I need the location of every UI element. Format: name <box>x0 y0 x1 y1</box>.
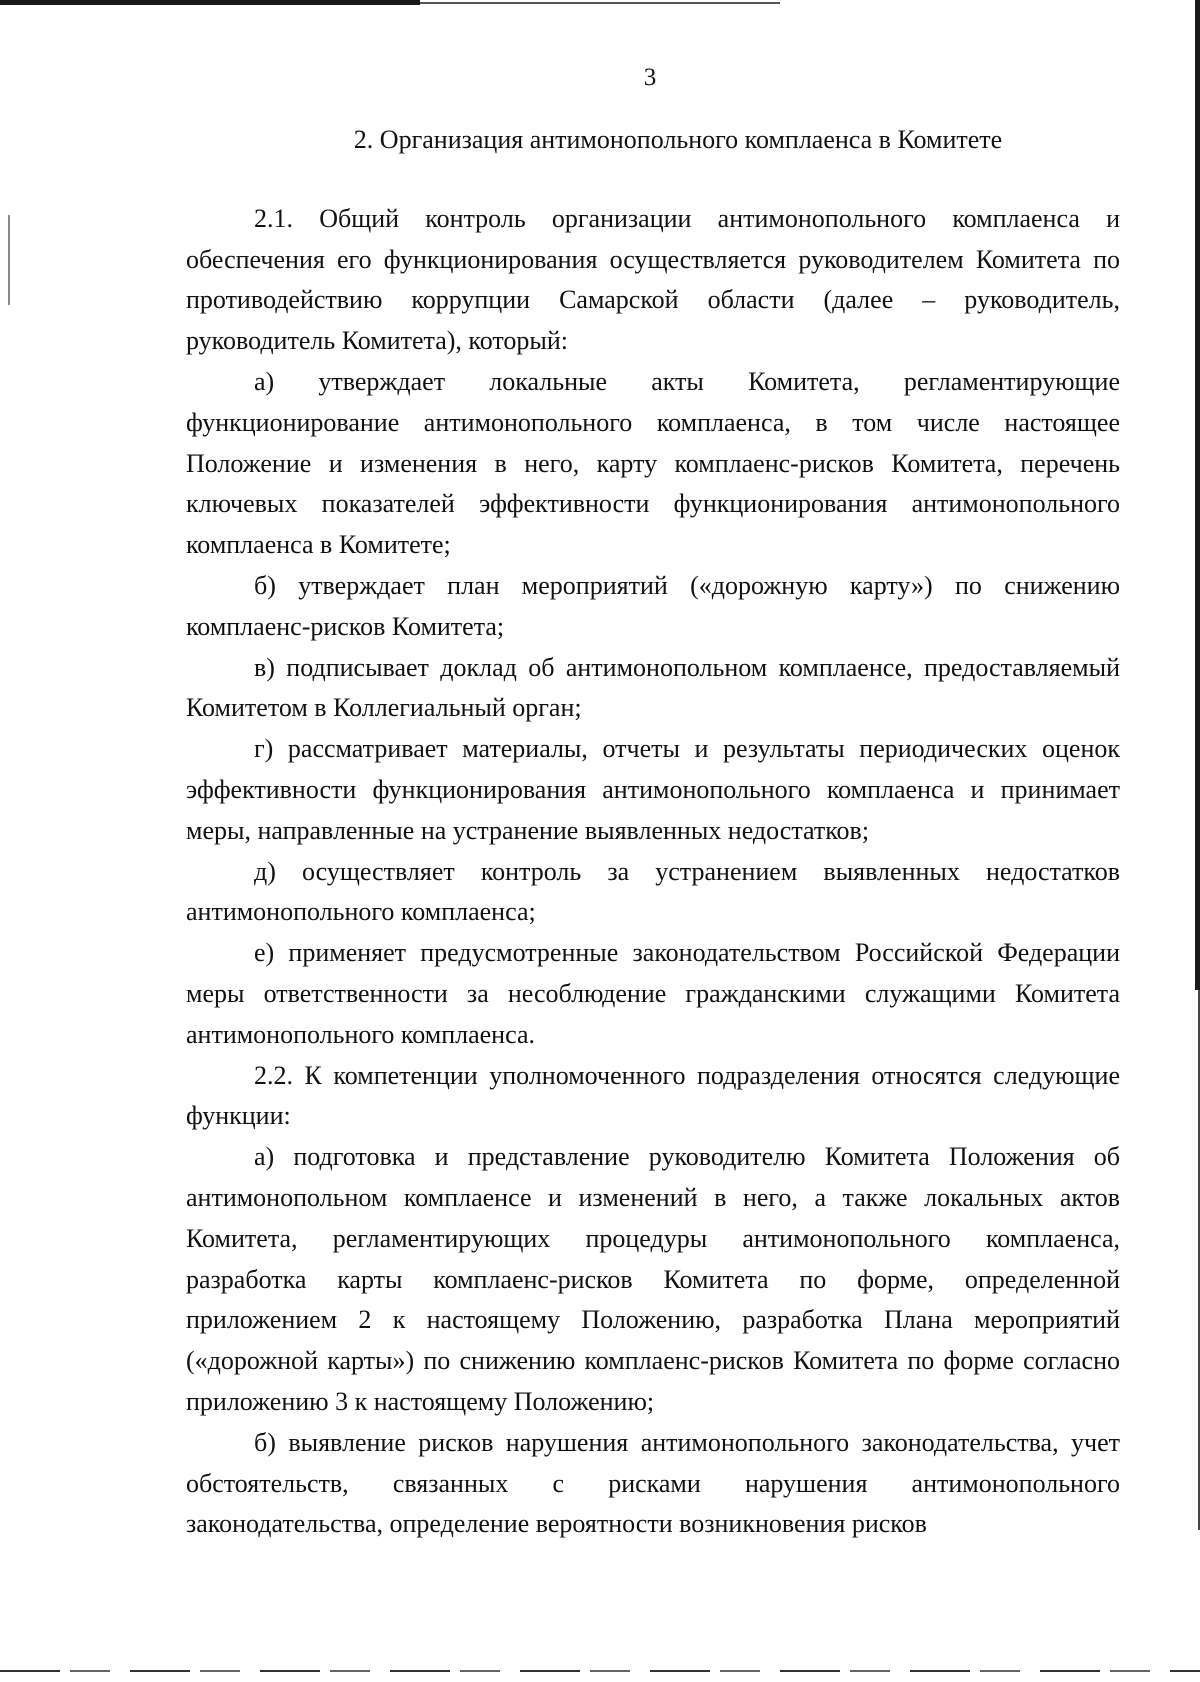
paragraph-2-1-v: в) подписывает доклад об антимонопольном комплаенсе, предоставляемый Комитетом в Коллегиальный орган; <box>186 652 1120 723</box>
document-body <box>186 120 1120 1545</box>
section-title: 2. Организация антимонопольного комплаенса в Комитете <box>353 125 1003 154</box>
paragraph-2-1-a: а) утверждает локальные акты Комитета, регламентирующие функционирование антимонопольного комплаенса, в том числе настоящее Положение и изменения в него, карту комплаенс-рисков Комитета, перечень ключевых показателей эффективности функционирования антимонопольного комплаенса в Комитете; <box>186 366 1120 560</box>
paragraph-2-2-a: а) подготовка и представление руководителю Комитета Положения об антимонопольном комплаенсе и изменений в него, а также локальных актов Комитета, регламентирующих процедуры антимонопольного комплаенса, разработка карты комплаенс-рисков Комитета по форме, определенной приложением 2 к настоящему Положению, разработка Плана мероприятий («дорожной карты») по снижению комплаенс-рисков Комитета по форме согласно приложению 3 к настоящему Положению; <box>186 1142 1120 1416</box>
scan-edge-right <box>1195 0 1200 990</box>
paragraph-2-1-b: б) утверждает план мероприятий («дорожную карту») по снижению комплаенс-рисков Комитета; <box>186 570 1120 641</box>
paragraph-2-1-d: д) осуществляет контроль за устранением выявленных недостатков антимонопольного комплаенса; <box>186 856 1120 927</box>
page-number: 3 <box>643 64 657 91</box>
scan-edge-top-thin <box>420 2 780 4</box>
paragraph-2-1-g: г) рассматривает материалы, отчеты и результаты периодических оценок эффективности функционирования антимонопольного комплаенса и принимает меры, направленные на устранение выявленных недостатков; <box>186 734 1120 845</box>
scan-edge-top <box>0 0 420 5</box>
scan-edge-bottom <box>0 1670 1200 1672</box>
paragraph-2-1-e: е) применяет предусмотренные законодательством Российской Федерации меры ответственности за несоблюдение гражданскими служащими Комитета антимонопольного комплаенса. <box>186 938 1120 1049</box>
paragraph-2-1: 2.1. Общий контроль организации антимонопольного комплаенса и обеспечения его функционирования осуществляется руководителем Комитета по противодействию коррупции Самарской области (далее – руководитель, руководитель Комитета), который: <box>186 203 1120 356</box>
scan-edge-left-mark <box>8 215 10 305</box>
paragraph-2-2-b: б) выявление рисков нарушения антимонопольного законодательства, учет обстоятельств, связанных с рисками нарушения антимонопольного законодательства, определение вероятности возникновения рисков <box>186 1427 1120 1539</box>
paragraph-2-2: 2.2. К компетенции уполномоченного подразделения относятся следующие функции: <box>186 1060 1120 1131</box>
